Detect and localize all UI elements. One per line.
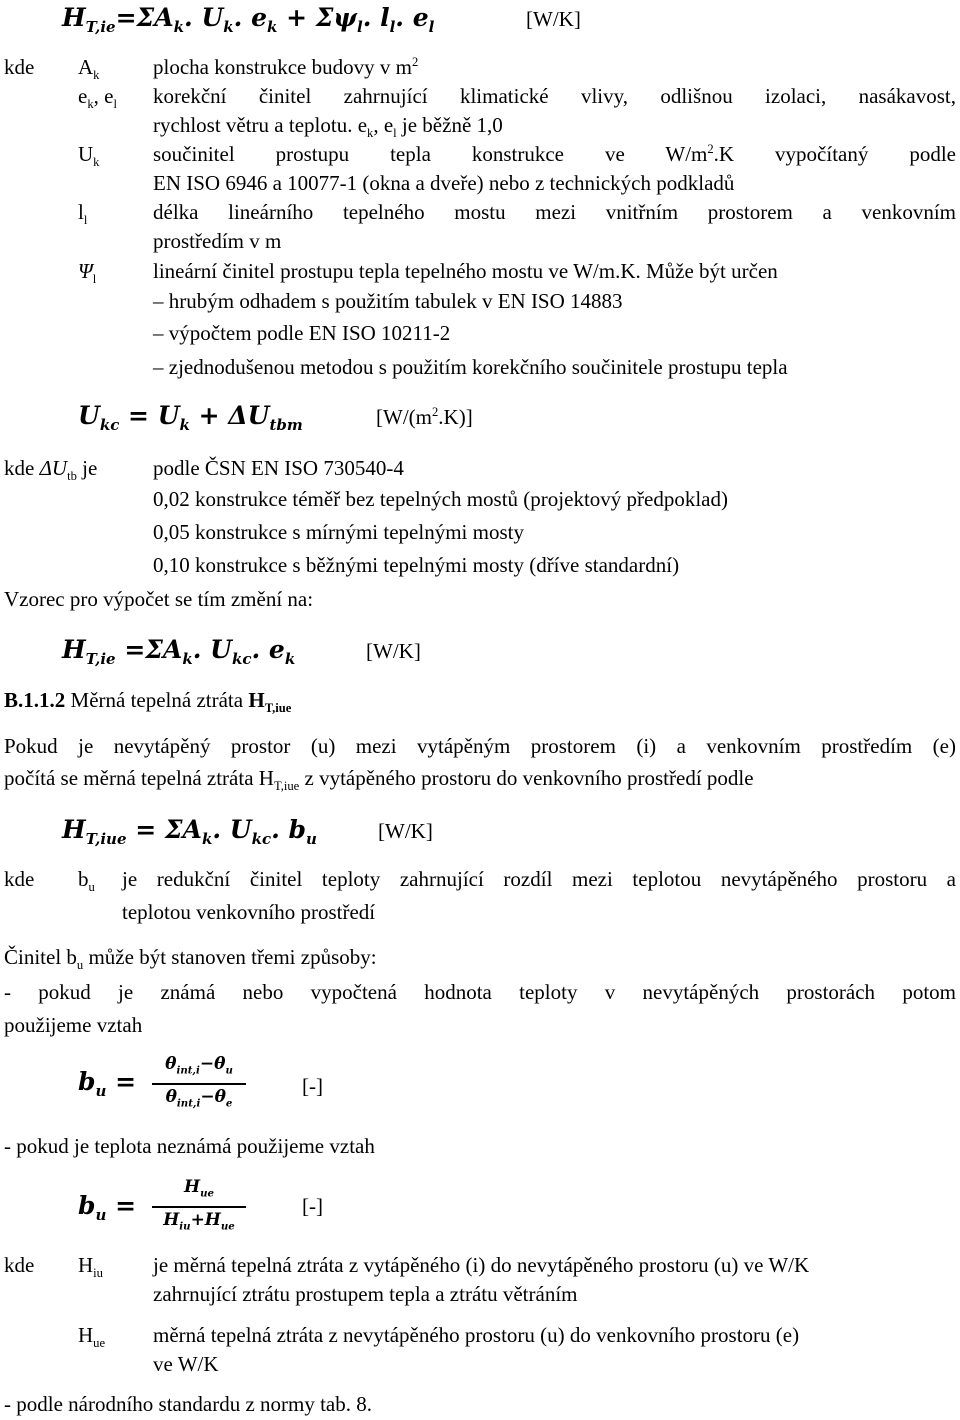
equation-bu-temp-lhs: $b_u$ =: [78, 1067, 137, 1100]
fraction-numerator: $\theta_{int,i}-\theta_u$: [165, 1054, 233, 1077]
definition-bu-line1: je redukční činitel teploty zahrnující rozdíl mezi teplotou nevytápěného prostoru a: [122, 867, 956, 891]
equation-bu-h-fraction: [152, 1177, 246, 1237]
equation-heat-transfer: $H_{T,ie}=\Sigma A_k$. $U_k$. $e_k + \Sigma\psi_l$. $l_l$. $e_l$: [62, 3, 435, 36]
symbol-b-u: $b_u$: [78, 867, 95, 895]
definition-h-ue-line1: měrná tepelná ztráta z nevytápěného prostoru (u) do venkovního prostoru (e): [153, 1323, 800, 1347]
vzorec-text: Vzorec pro výpočet se tím změní na:: [4, 587, 314, 611]
section-heading: B.1.1.2 Měrná tepelná ztráta $H_{T,iue}$: [4, 688, 292, 716]
equation-ukc-unit: $[W/(m^2.K)]$: [376, 405, 473, 429]
definition-a-k: plocha konstrukce budovy v $m^2$: [153, 55, 419, 79]
equation-bu-h-unit: [-]: [302, 1194, 323, 1218]
definition-h-iu-line1: je měrná tepelná ztráta z vytápěného (i) do nevytápěného prostoru (u) ve W/K: [153, 1253, 810, 1277]
definition-l-line2: prostředím v m: [153, 229, 282, 253]
symbol-psi-l: $\Psi_l$: [78, 259, 97, 287]
symbol-h-ue: $H_{ue}$: [78, 1323, 106, 1351]
paragraph-line-1: Pokud je nevytápěný prostor (u) mezi vytápěným prostorem (i) a venkovním prostředím (e): [4, 734, 956, 758]
kde-delta-u: kde $\Delta U_{tb}$ je: [4, 456, 98, 484]
bullet-2: – výpočtem podle EN ISO 10211-2: [153, 321, 451, 345]
definition-e-line1: korekční činitel zahrnující klimatické vlivy, odlišnou izolaci, nasákavost,: [153, 84, 956, 108]
equation-ht-iue-unit: [W/K]: [378, 819, 433, 843]
symbol-a-k: $A_k$: [78, 55, 100, 83]
footer-note: - podle národního standardu z normy tab. 8.: [4, 1392, 372, 1416]
equation-ht-iue: $H_{T,iue} = \Sigma A_k$. $U_{kc}$. $b_u$: [62, 815, 317, 848]
pokud1-line1: - pokud je známá nebo vypočtená hodnota teploty v nevytápěných prostorách potom: [4, 980, 956, 1004]
equation-bu-h-lhs: $b_u$ =: [78, 1191, 137, 1224]
definition-u-line1: součinitel prostupu tepla konstrukce ve $W/m^2.K$ vypočítaný podle: [153, 142, 956, 166]
kde-label: kde: [4, 55, 35, 79]
paragraph-line-2: počítá se měrná tepelná ztráta $H_{T,iue}$ z vytápěného prostoru do venkovního prostředí podle: [4, 766, 754, 794]
fraction-numerator: $H_{ue}$: [184, 1177, 214, 1200]
definition-psi: lineární činitel prostupu tepla tepelného mostu ve W/m.K. Může být určen: [153, 259, 778, 283]
delta-u-text-3: 0,05 konstrukce s mírnými tepelnými mosty: [153, 520, 524, 544]
kde-label-bu: kde: [4, 867, 35, 891]
bullet-3: – zjednodušenou metodou s použitím korekčního součinitele prostupu tepla: [153, 355, 788, 379]
kde-label-h: kde: [4, 1253, 35, 1277]
fraction-denominator: $\theta_{int,i}-\theta_e$: [165, 1087, 233, 1110]
delta-u-text-4: 0,10 konstrukce s běžnými tepelnými mosty (dříve standardní): [153, 553, 680, 577]
symbol-u-k: $U_k$: [78, 142, 100, 170]
equation-bu-temp-fraction: [152, 1054, 246, 1114]
fraction-bar: [152, 1083, 246, 1085]
equation-ht-ie-unit: [W/K]: [366, 639, 421, 663]
equation-ht-ie: $H_{T,ie} =\Sigma A_k$. $U_{kc}$. $e_k$: [62, 635, 296, 668]
definition-h-iu-line2: zahrnující ztrátu prostupem tepla a ztrátu větráním: [153, 1282, 578, 1306]
fraction-bar: [152, 1206, 246, 1208]
definition-bu-line2: teplotou venkovního prostředí: [122, 900, 376, 924]
definition-l-line1: délka lineárního tepelného mostu mezi vnitřním prostorem a venkovním: [153, 200, 956, 224]
equation-ukc: $U_{kc} = U_k + \Delta U_{tbm}$: [78, 401, 303, 434]
delta-u-text-2: 0,02 konstrukce téměř bez tepelných mostů (projektový předpoklad): [153, 487, 728, 511]
fraction-denominator: $H_{iu}+H_{ue}$: [163, 1210, 235, 1233]
equation-bu-temp-unit: [-]: [302, 1074, 323, 1098]
definition-u-line2: EN ISO 6946 a 10077-1 (okna a dveře) nebo z technických podkladů: [153, 171, 735, 195]
equation-unit: [W/K]: [526, 7, 581, 31]
symbol-h-iu: $H_{iu}$: [78, 1253, 103, 1281]
symbol-e: $e_k$, $e_l$: [78, 84, 117, 112]
definition-e-line2: rychlost větru a teplotu. $e_k$, $e_l$ je běžně 1,0: [153, 113, 503, 141]
cinitel-text: Činitel $b_u$ může být stanoven třemi způsoby:: [4, 945, 377, 973]
pokud1-line2: použijeme vztah: [4, 1013, 143, 1037]
bullet-1: – hrubým odhadem s použitím tabulek v EN ISO 14883: [153, 289, 623, 313]
symbol-l-l: $l_l$: [78, 200, 88, 228]
delta-u-text-1: podle ČSN EN ISO 730540-4: [153, 456, 404, 480]
definition-h-ue-line2: ve W/K: [153, 1352, 219, 1376]
pokud2-text: - pokud je teplota neznámá použijeme vztah: [4, 1134, 375, 1158]
